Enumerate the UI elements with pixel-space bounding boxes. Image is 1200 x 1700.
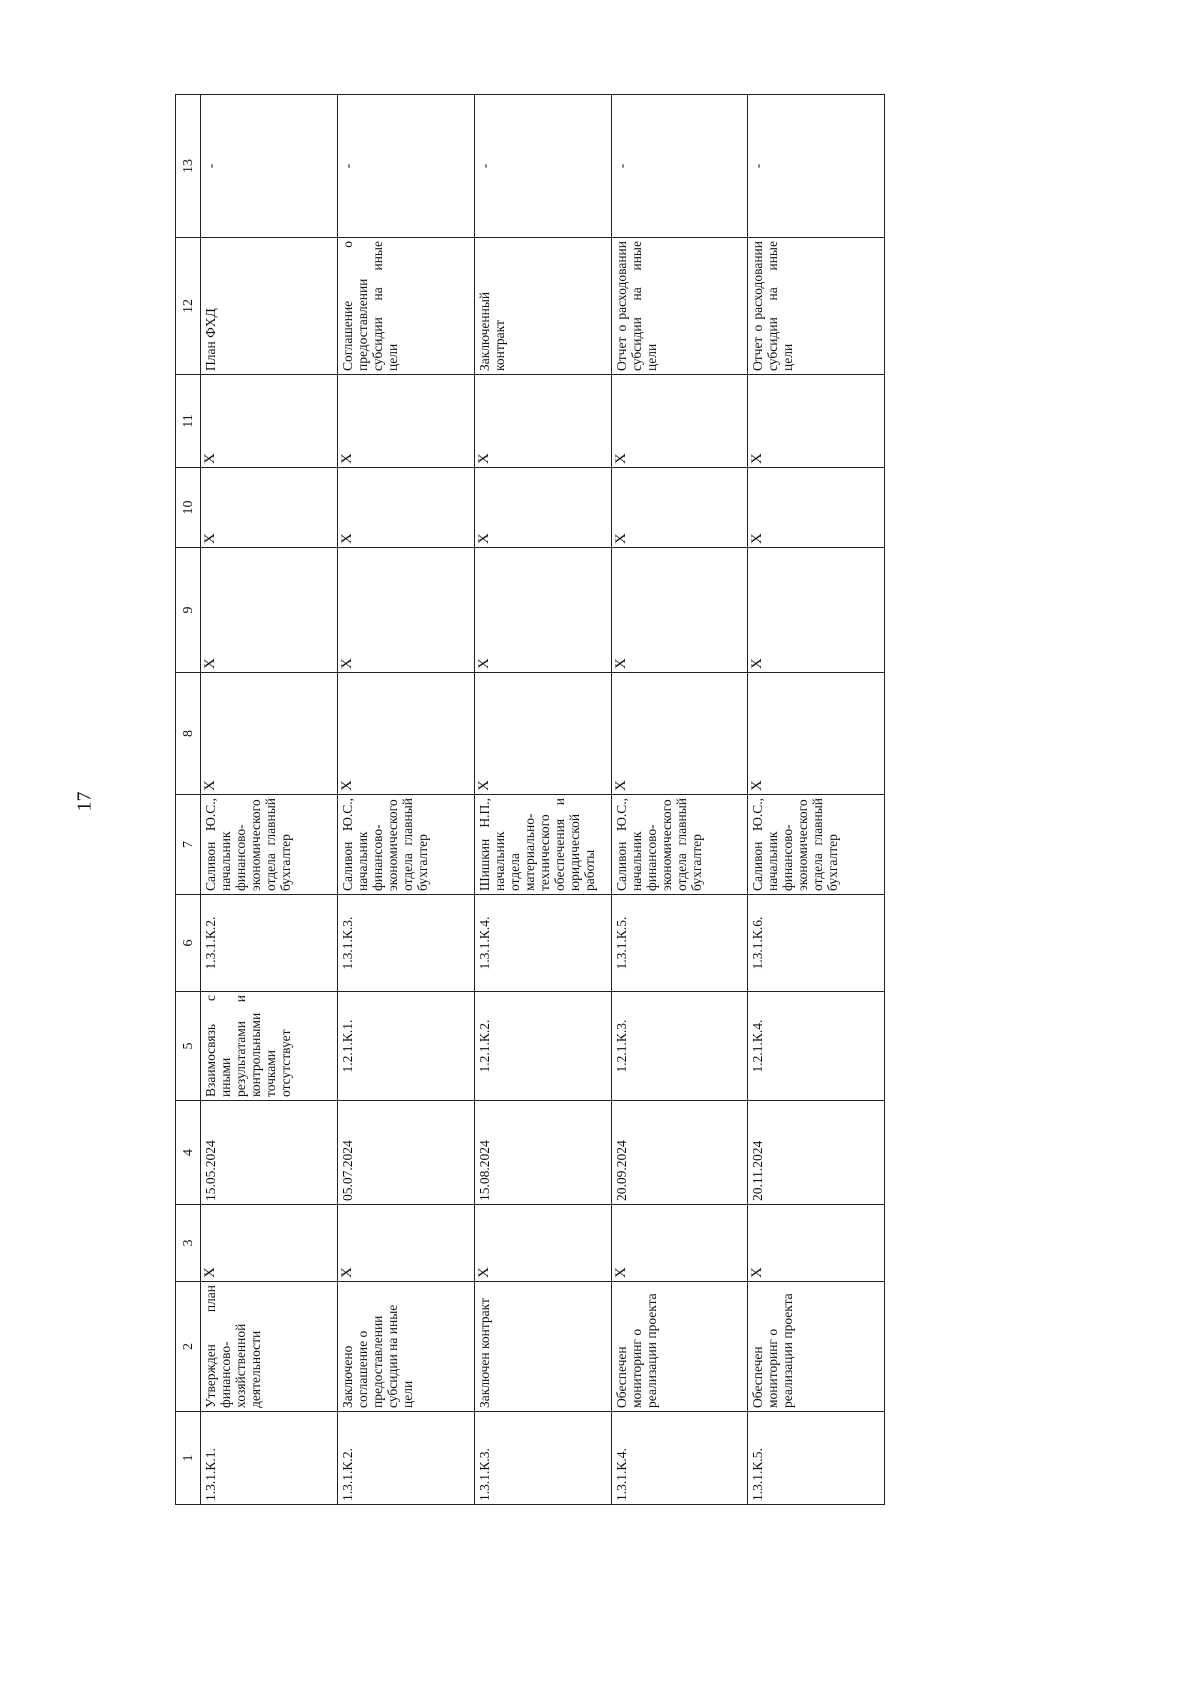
col-header-11: 11	[176, 375, 201, 468]
col-header-2: 2	[176, 1282, 201, 1412]
column-number-row	[176, 95, 201, 1505]
cell-result: Обеспечен мониторинг о реализации проекта	[748, 1282, 885, 1412]
cell-link: 1.2.1.К.3.	[611, 992, 748, 1101]
cell-col3: X	[611, 1205, 748, 1282]
cell-col3: X	[474, 1205, 611, 1282]
table-row	[338, 95, 475, 1505]
cell-next: 1.3.1.К.6.	[748, 895, 885, 992]
col-header-12: 12	[176, 238, 201, 375]
cell-code: 1.3.1.К.1.	[201, 1412, 338, 1505]
cell-col9: X	[338, 548, 475, 673]
cell-date: 20.11.2024	[748, 1101, 885, 1205]
cell-col3: X	[338, 1205, 475, 1282]
cell-col10: X	[474, 468, 611, 548]
cell-next: 1.3.1.К.3.	[338, 895, 475, 992]
table-row	[748, 95, 885, 1505]
cell-col3: X	[748, 1205, 885, 1282]
cell-col8: X	[748, 673, 885, 795]
col-header-6: 6	[176, 895, 201, 992]
cell-col11: X	[748, 375, 885, 468]
cell-result: Заключен контракт	[474, 1282, 611, 1412]
col-header-7: 7	[176, 795, 201, 895]
cell-col10: X	[201, 468, 338, 548]
table-row	[474, 95, 611, 1505]
cell-col13: -	[338, 95, 475, 238]
control-points-table	[175, 94, 885, 1505]
cell-responsible: Саливон Ю.С., начальник финансово-экономического отдела главный бухгалтер	[611, 795, 748, 895]
cell-date: 05.07.2024	[338, 1101, 475, 1205]
cell-col10: X	[338, 468, 475, 548]
cell-col8: X	[338, 673, 475, 795]
sheet-content	[175, 95, 885, 1505]
cell-col11: X	[201, 375, 338, 468]
cell-col13: -	[611, 95, 748, 238]
cell-next: 1.3.1.К.5.	[611, 895, 748, 992]
cell-col13: -	[748, 95, 885, 238]
cell-col11: X	[474, 375, 611, 468]
cell-link: 1.2.1.К.2.	[474, 992, 611, 1101]
cell-date: 15.08.2024	[474, 1101, 611, 1205]
col-header-3: 3	[176, 1205, 201, 1282]
cell-col9: X	[748, 548, 885, 673]
col-header-4: 4	[176, 1101, 201, 1205]
cell-responsible: Саливон Ю.С., начальник финансово-экономического отдела главный бухгалтер	[748, 795, 885, 895]
cell-col11: X	[338, 375, 475, 468]
cell-col11: X	[611, 375, 748, 468]
cell-result: Заключено соглашение о предоставлении субсидии на иные цели	[338, 1282, 475, 1412]
cell-responsible: Шишкин Н.П., начальник отдела материально-технического обеспечения и юридической работы	[474, 795, 611, 895]
cell-code: 1.3.1.К.3.	[474, 1412, 611, 1505]
cell-col8: X	[611, 673, 748, 795]
cell-link: 1.2.1.К.1.	[338, 992, 475, 1101]
cell-document: Отчет о расходовании субсидии на иные цели	[611, 238, 748, 375]
cell-code: 1.3.1.К.2.	[338, 1412, 475, 1505]
cell-col3: X	[201, 1205, 338, 1282]
cell-col10: X	[611, 468, 748, 548]
table-row	[201, 95, 338, 1505]
cell-col9: X	[201, 548, 338, 673]
table-row	[611, 95, 748, 1505]
cell-date: 20.09.2024	[611, 1101, 748, 1205]
col-header-13: 13	[176, 95, 201, 238]
cell-responsible: Саливон Ю.С., начальник финансово-экономического отдела главный бухгалтер	[201, 795, 338, 895]
cell-col8: X	[201, 673, 338, 795]
cell-date: 15.05.2024	[201, 1101, 338, 1205]
cell-next: 1.3.1.К.2.	[201, 895, 338, 992]
cell-code: 1.3.1.К.5.	[748, 1412, 885, 1505]
cell-document: Заключенный контракт	[474, 238, 611, 375]
col-header-5: 5	[176, 992, 201, 1101]
rotated-sheet	[175, 95, 885, 1505]
cell-code: 1.3.1.К.4.	[611, 1412, 748, 1505]
cell-link: 1.2.1.К.4.	[748, 992, 885, 1101]
cell-link: Взаимосвязь с иными результатами и контрольными точками отсутствует	[201, 992, 338, 1101]
cell-document: Соглашение о предоставлении субсидии на иные цели	[338, 238, 475, 375]
cell-result: Утвержден план финансово-хозяйственной деятельности	[201, 1282, 338, 1412]
cell-col9: X	[611, 548, 748, 673]
cell-col9: X	[474, 548, 611, 673]
cell-col10: X	[748, 468, 885, 548]
cell-document: Отчет о расходовании субсидии на иные цели	[748, 238, 885, 375]
col-header-1: 1	[176, 1412, 201, 1505]
col-header-9: 9	[176, 548, 201, 673]
col-header-10: 10	[176, 468, 201, 548]
cell-col13: -	[201, 95, 338, 238]
cell-col8: X	[474, 673, 611, 795]
cell-document: План ФХД	[201, 238, 338, 375]
page-number: 17	[73, 791, 96, 812]
cell-next: 1.3.1.К.4.	[474, 895, 611, 992]
cell-result: Обеспечен мониторинг о реализации проекта	[611, 1282, 748, 1412]
col-header-8: 8	[176, 673, 201, 795]
cell-responsible: Саливон Ю.С., начальник финансово-экономического отдела главный бухгалтер	[338, 795, 475, 895]
cell-col13: -	[474, 95, 611, 238]
